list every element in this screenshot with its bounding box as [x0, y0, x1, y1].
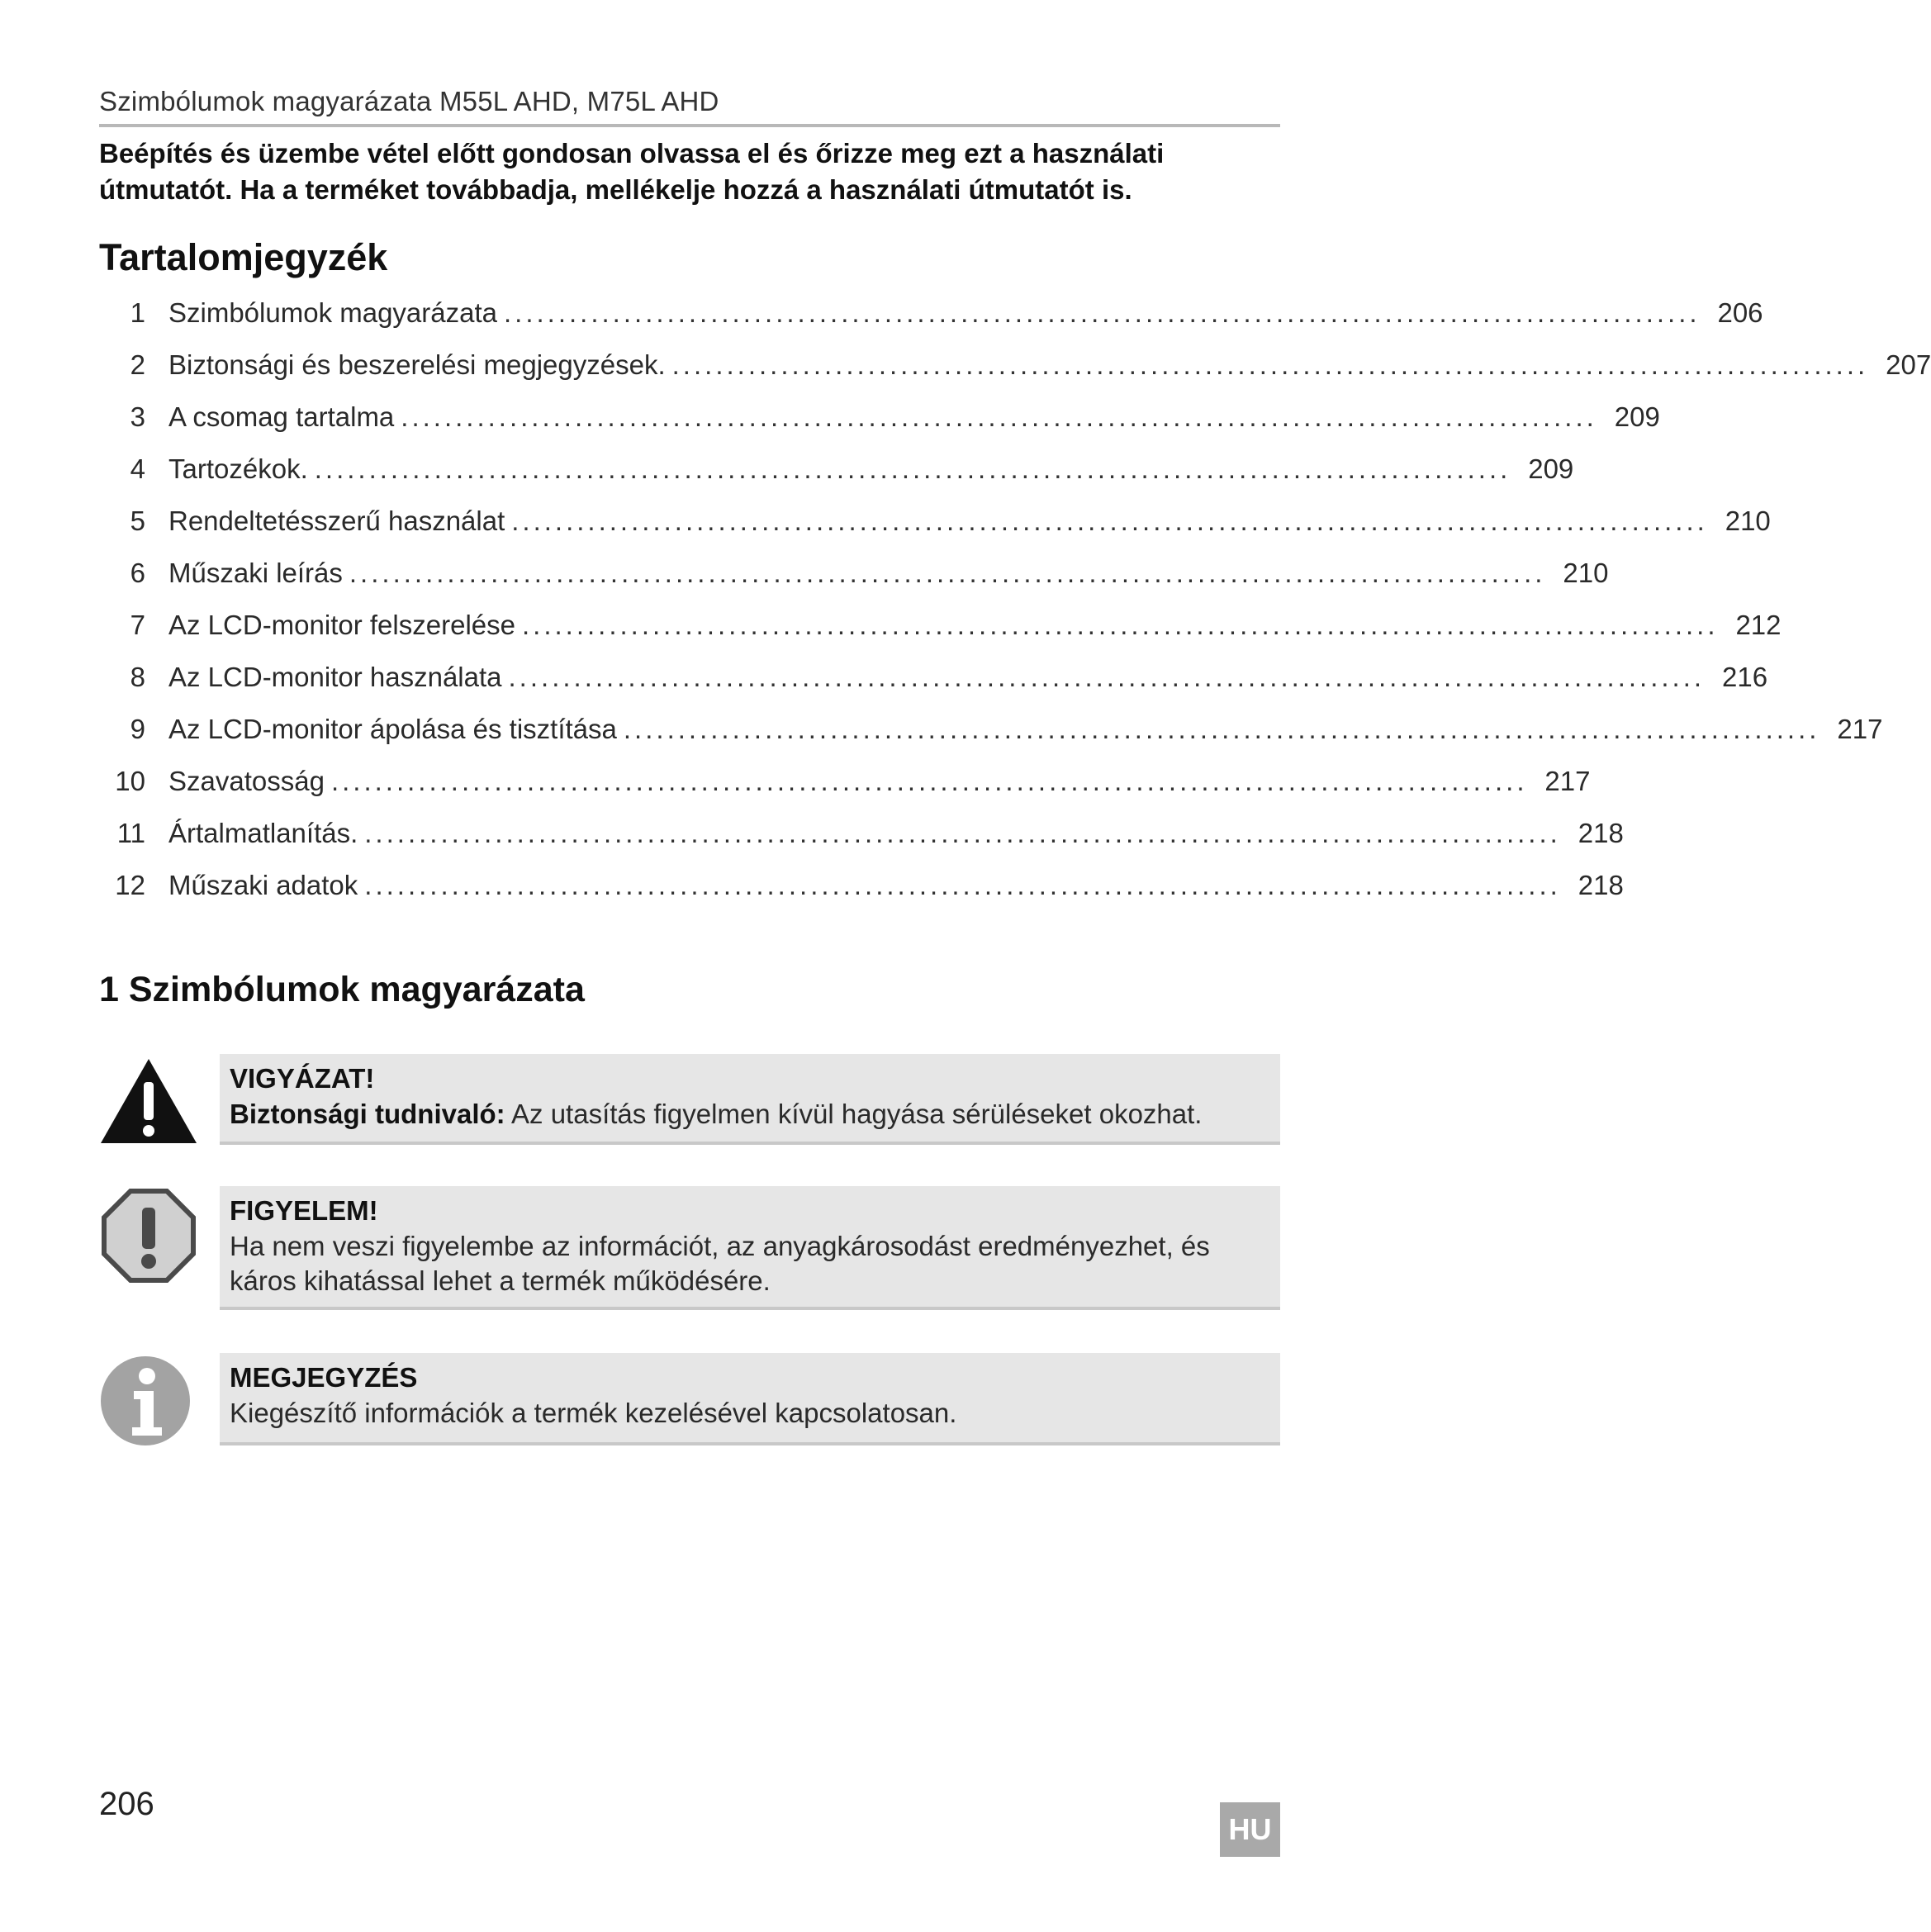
toc-entry[interactable]	[99, 297, 1763, 349]
toc-entry-label: Szimbólumok magyarázata	[168, 297, 497, 328]
toc-entry[interactable]	[99, 506, 1771, 558]
toc-entry[interactable]	[99, 558, 1609, 610]
toc-title: Tartalomjegyzék	[99, 236, 388, 278]
toc-entry-page: 209	[1528, 453, 1574, 484]
info-circle-icon	[99, 1351, 198, 1450]
toc-entry-page: 218	[1578, 870, 1624, 900]
toc-entry-label: Tartozékok.	[168, 453, 308, 484]
section-heading: 1 Szimbólumok magyarázata	[99, 970, 585, 1009]
toc-entry-label: Ártalmatlanítás.	[168, 818, 358, 848]
table-of-contents	[99, 297, 1931, 922]
toc-entry-number: 2	[130, 349, 145, 380]
octagon-exclamation-icon	[99, 1186, 198, 1285]
toc-entry-label: Az LCD-monitor felszerelése	[168, 610, 515, 640]
notice-text	[230, 1097, 1270, 1132]
toc-entry[interactable]	[99, 349, 1931, 401]
toc-leader-dots: ..............................................................................................................	[364, 870, 1561, 900]
toc-leader-dots: ..............................................................................................................	[314, 453, 1511, 484]
toc-leader-dots: ..............................................................................................................	[511, 506, 1708, 536]
toc-entry-label: Az LCD-monitor használata	[168, 662, 502, 692]
toc-leader-dots: ..............................................................................................................	[671, 349, 1869, 380]
toc-entry[interactable]	[99, 453, 1574, 506]
notice-caution	[99, 1054, 1280, 1145]
toc-entry-label: Rendeltetésszerű használat	[168, 506, 505, 536]
toc-entry[interactable]	[99, 610, 1782, 662]
toc-entry-number: 8	[130, 662, 145, 692]
toc-entry-label: Műszaki adatok	[168, 870, 358, 900]
toc-entry-number: 5	[130, 506, 145, 536]
toc-entry-number: 11	[116, 818, 145, 848]
notice-box	[220, 1054, 1280, 1145]
notice-box	[220, 1353, 1280, 1445]
toc-entry-number: 1	[130, 297, 145, 328]
toc-entry[interactable]	[99, 818, 1624, 870]
toc-entry-label: Biztonsági és beszerelési megjegyzések.	[168, 349, 666, 380]
toc-entry[interactable]	[99, 870, 1624, 922]
toc-leader-dots: ..............................................................................................................	[504, 297, 1701, 328]
notice-body: Az utasítás figyelmen kívül hagyása sérüléseket okozhat.	[505, 1099, 1203, 1129]
notice-lead: Biztonsági tudnivaló:	[230, 1099, 505, 1129]
toc-entry-page: 207	[1886, 349, 1931, 380]
toc-entry-number: 7	[130, 610, 145, 640]
toc-entry-number: 9	[130, 714, 145, 744]
toc-leader-dots: ..............................................................................................................	[330, 766, 1528, 796]
toc-entry-number: 10	[115, 766, 145, 796]
notice-note	[99, 1353, 1280, 1445]
toc-leader-dots: ..............................................................................................................	[401, 401, 1597, 432]
toc-leader-dots: ..............................................................................................................	[364, 818, 1561, 848]
toc-entry[interactable]	[99, 662, 1768, 714]
language-badge: HU	[1220, 1802, 1280, 1857]
toc-entry[interactable]	[99, 714, 1883, 766]
toc-entry-number: 6	[130, 558, 145, 588]
toc-entry-page: 218	[1578, 818, 1624, 848]
toc-leader-dots: ..............................................................................................................	[623, 714, 1820, 744]
toc-entry[interactable]	[99, 401, 1660, 453]
notice-attention	[99, 1186, 1280, 1310]
toc-entry-page: 212	[1735, 610, 1782, 640]
toc-leader-dots: ..............................................................................................................	[349, 558, 1546, 588]
manual-page	[99, 0, 1931, 1932]
notice-title: MEGJEGYZÉS	[230, 1362, 418, 1393]
toc-leader-dots: ..............................................................................................................	[508, 662, 1706, 692]
running-header: Szimbólumok magyarázata M55L AHD, M75L AHD	[99, 86, 1280, 127]
toc-entry-label: A csomag tartalma	[168, 401, 395, 432]
toc-entry-number: 3	[130, 401, 145, 432]
toc-entry[interactable]	[99, 766, 1591, 818]
toc-entry-page: 210	[1725, 506, 1771, 536]
notice-title: FIGYELEM!	[230, 1195, 378, 1226]
toc-entry-label: Az LCD-monitor ápolása és tisztítása	[168, 714, 617, 744]
toc-entry-label: Műszaki leírás	[168, 558, 343, 588]
intro-paragraph: Beépítés és üzembe vétel előtt gondosan olvassa el és őrizze meg ezt a használati útmutatót. Ha a terméket továbbadja, mellékelje hozzá a használati útmutatót is.	[99, 138, 1165, 205]
toc-entry-page: 217	[1837, 714, 1883, 744]
toc-entry-number: 12	[115, 870, 145, 900]
notice-box	[220, 1186, 1280, 1310]
toc-entry-page: 209	[1614, 401, 1660, 432]
notice-title: VIGYÁZAT!	[230, 1063, 375, 1094]
warning-triangle-icon	[99, 1054, 198, 1153]
toc-entry-page: 217	[1544, 766, 1591, 796]
toc-entry-number: 4	[130, 453, 145, 484]
notice-text: Kiegészítő információk a termék kezelésével kapcsolatosan.	[230, 1398, 957, 1428]
toc-leader-dots: ..............................................................................................................	[521, 610, 1719, 640]
toc-entry-page: 206	[1717, 297, 1763, 328]
notice-text: Ha nem veszi figyelembe az információt, az anyagkárosodást eredményezhet, és káros kihatással lehet a termék működésére.	[230, 1231, 1210, 1296]
page-number: 206	[99, 1786, 154, 1822]
toc-entry-page: 210	[1563, 558, 1609, 588]
toc-entry-label: Szavatosság	[168, 766, 325, 796]
toc-entry-page: 216	[1721, 662, 1768, 692]
